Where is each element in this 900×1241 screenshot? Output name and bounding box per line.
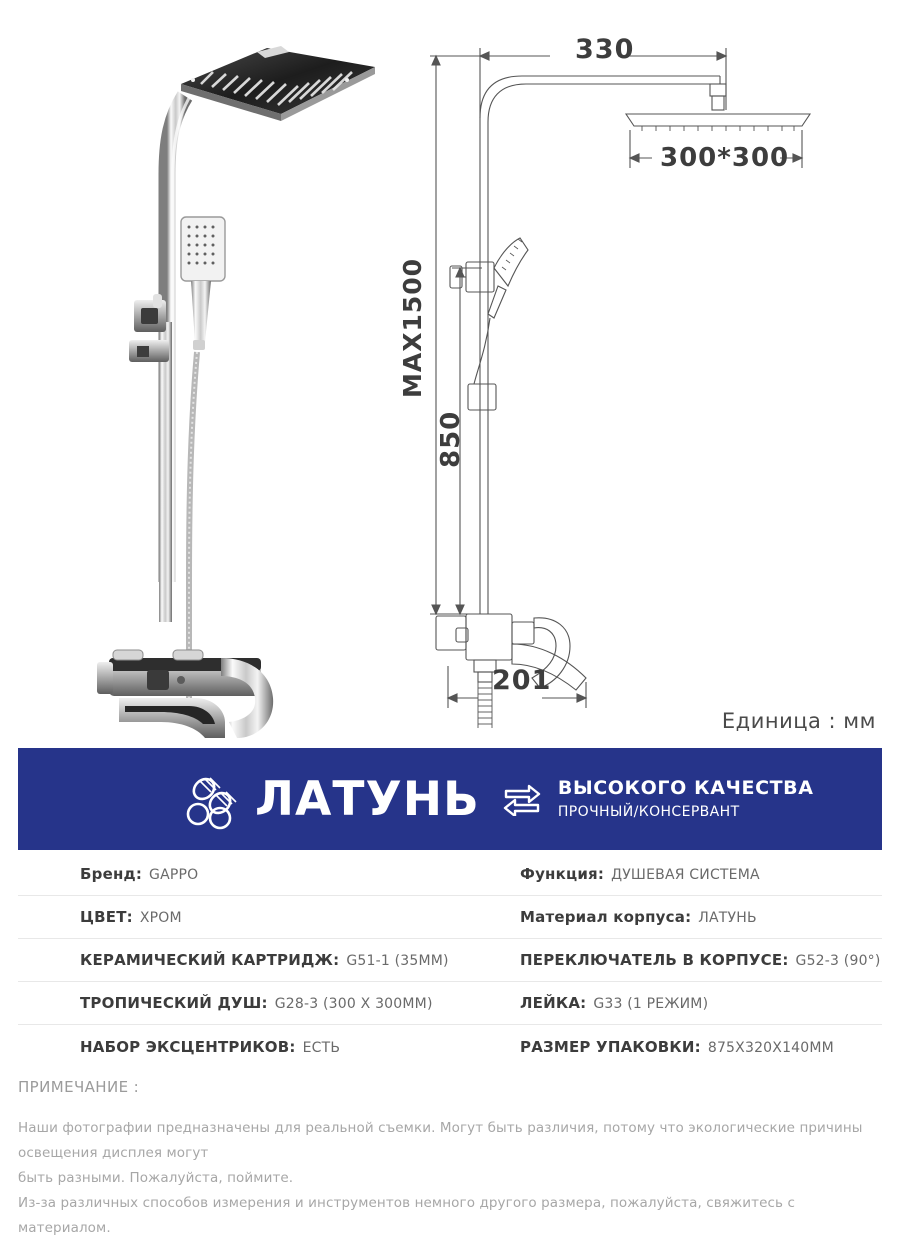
table-row — [18, 1025, 882, 1068]
dimension-label-spout-length: 201 — [492, 665, 552, 696]
note-section — [18, 1078, 882, 1241]
spec-cell-hand-shower — [458, 994, 882, 1012]
slide-bar-photo — [159, 322, 172, 622]
flex-hose-drawing — [478, 682, 492, 728]
spec-cell-brand — [18, 865, 458, 883]
dimension-label-max-height: MAX1500 — [398, 257, 427, 398]
table-row — [18, 853, 882, 896]
product-photo — [85, 22, 395, 742]
table-row — [18, 896, 882, 939]
brass-material-label: ЛАТУНЬ — [255, 771, 480, 827]
spec-cell-eccentric-set — [18, 1038, 458, 1056]
spec-label: Материал корпуса: — [520, 908, 692, 926]
dimension-max1500 — [430, 56, 480, 614]
spec-value: G28-3 (300 Х 300ММ) — [274, 996, 433, 1012]
spec-cell-color — [18, 908, 458, 926]
spec-cell-rain-shower — [18, 994, 458, 1012]
spec-value: ДУШЕВАЯ СИСТЕМА — [611, 867, 760, 883]
spec-label: ЦВЕТ: — [80, 908, 133, 926]
spec-label: ЛЕЙКА: — [520, 994, 587, 1012]
slider-block-drawing — [468, 384, 496, 410]
spec-value: GAPPO — [149, 867, 199, 883]
spec-label: РАЗМЕР УПАКОВКИ: — [520, 1037, 701, 1056]
note-line-1: Наши фотографии предназначены для реальной съемки. Могут быть различия, потому что экологические причины освещения дисплея могут — [18, 1120, 863, 1161]
hand-shower-photo — [181, 217, 225, 350]
shower-arm-drawing — [480, 76, 720, 122]
unit-label: Единица : мм — [721, 709, 876, 733]
spec-label: Бренд: — [80, 865, 143, 883]
spec-label: ПЕРЕКЛЮЧАТЕЛЬ В КОРПУСЕ: — [520, 951, 789, 969]
spec-cell-ceramic-cartridge — [18, 951, 458, 969]
note-line-2: быть разными. Пожалуйста, поймите. — [18, 1169, 294, 1186]
spec-label: Функция: — [520, 865, 605, 883]
note-heading: ПРИМЕЧАНИЕ : — [18, 1078, 140, 1096]
bath-mixer-photo — [97, 650, 273, 738]
dimension-label-bar-height: 850 — [436, 410, 466, 468]
spec-label: ТРОПИЧЕСКИЙ ДУШ: — [80, 994, 268, 1012]
table-row — [18, 982, 882, 1025]
spec-value: G33 (1 РЕЖИМ) — [593, 996, 709, 1012]
spec-value: G52-3 (90°) — [795, 953, 881, 969]
exchange-arrows-icon — [502, 782, 542, 816]
banner-title: ВЫСОКОГО КАЧЕСТВА — [557, 777, 814, 799]
dimension-label-head-size: 300*300 — [660, 143, 790, 173]
spec-cell-package-size — [458, 1038, 882, 1056]
spec-value: 875Х320Х140ММ — [707, 1039, 834, 1056]
spec-label: НАБОР ЭКСЦЕНТРИКОВ: — [80, 1037, 296, 1056]
head-connector-drawing — [710, 84, 726, 110]
spec-cell-body-material — [458, 908, 882, 926]
spec-cell-diverter — [458, 951, 882, 969]
technical-drawing — [390, 18, 900, 738]
hand-shower-bracket-photo — [134, 294, 166, 332]
brass-rods-icon — [183, 766, 243, 832]
specification-table — [18, 853, 882, 1068]
spec-value: G51-1 (35ММ) — [346, 953, 449, 969]
note-line-3: Из-за различных способов измерения и инструментов немного другого размера, пожалуйста, свяжитесь с материалом. — [18, 1194, 796, 1236]
brass-quality-banner — [18, 748, 882, 850]
rain-head-drawing — [626, 114, 810, 131]
table-row — [18, 939, 882, 982]
spec-value: ХРОМ — [139, 910, 182, 926]
spec-value: ЕСТЬ — [302, 1039, 341, 1056]
riser-drawing — [480, 118, 488, 614]
spec-label: КЕРАМИЧЕСКИЙ КАРТРИДЖ: — [80, 951, 340, 969]
hand-shower-drawing — [450, 238, 528, 318]
spec-value: ЛАТУНЬ — [698, 910, 757, 926]
banner-subtitle: ПРОЧНЫЙ/КОНСЕРВАНТ — [557, 804, 740, 820]
rain-shower-head-photo — [181, 46, 375, 121]
spec-cell-function — [458, 865, 882, 883]
dimension-label-arm-length: 330 — [575, 34, 635, 65]
